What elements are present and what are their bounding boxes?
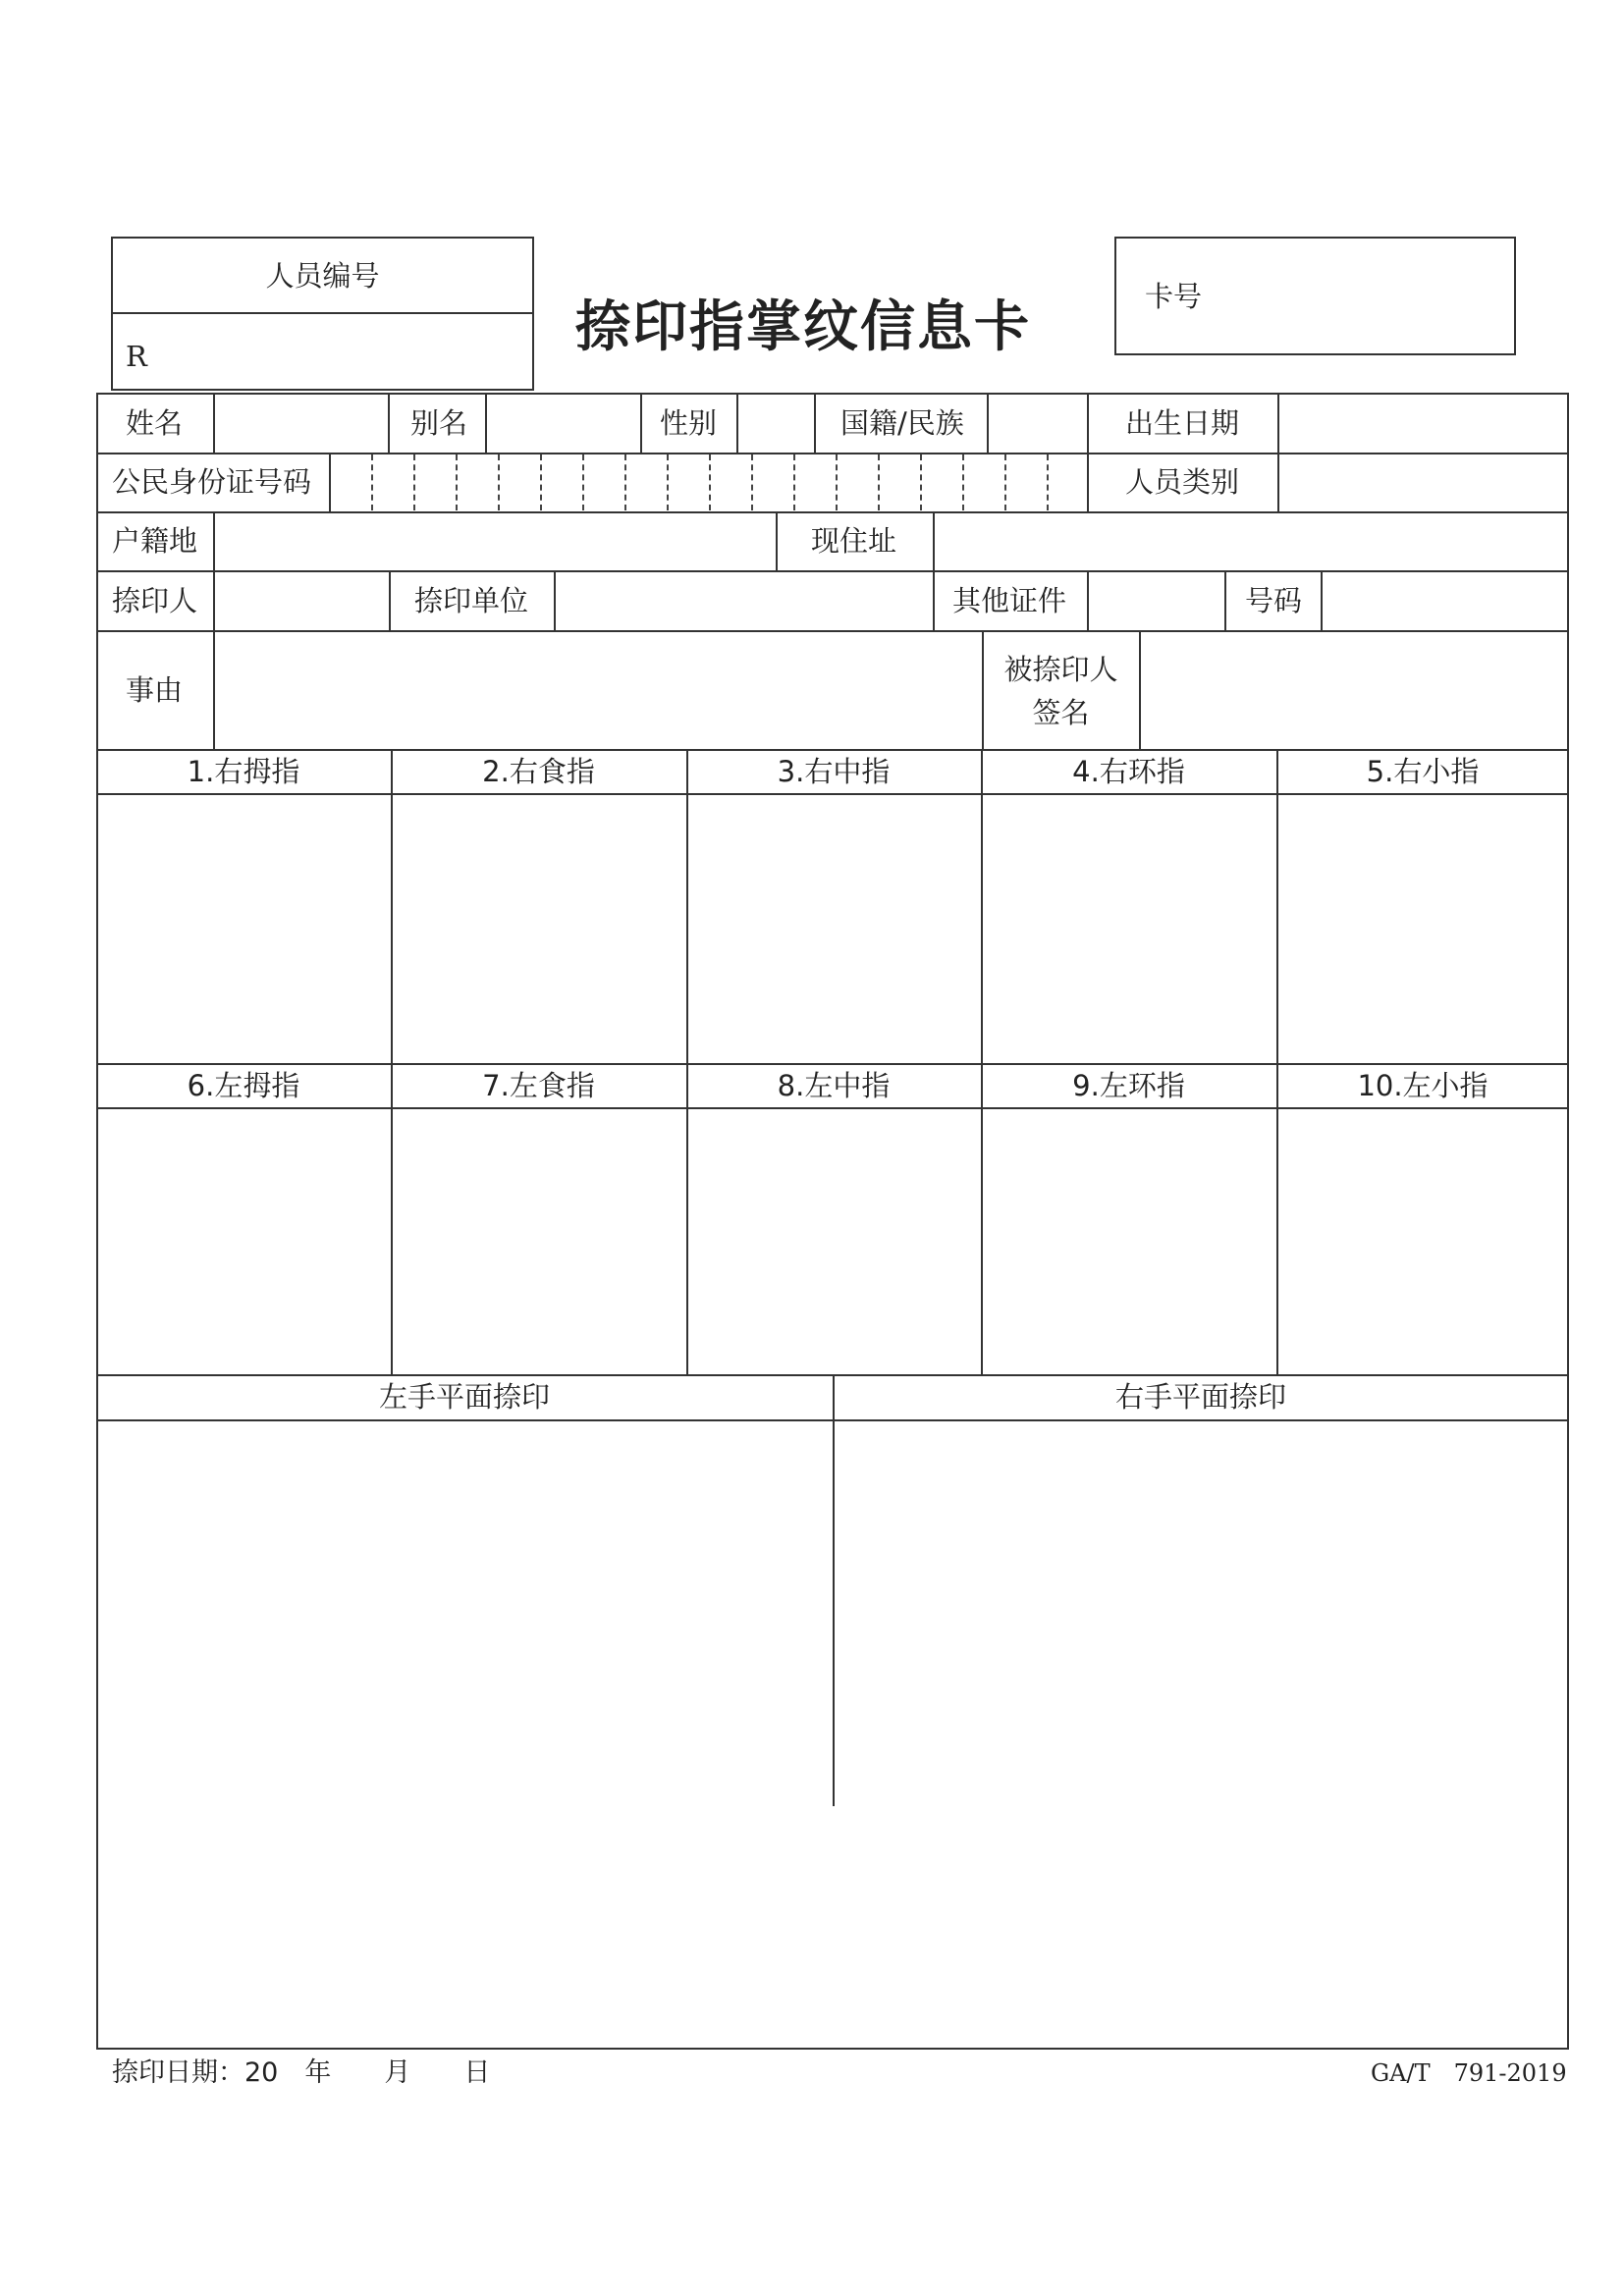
number-field[interactable] xyxy=(1323,572,1567,629)
id-digit-divider xyxy=(582,454,584,510)
fingerprint-box-right-ring[interactable] xyxy=(983,795,1275,1062)
fingerprint-box-left-thumb[interactable] xyxy=(98,1109,390,1373)
cell-divider xyxy=(1087,393,1089,454)
row-divider xyxy=(96,749,1569,751)
nationality-label: 国籍/民族 xyxy=(840,406,964,440)
finger-label-left-index: 7.左食指 xyxy=(482,1069,595,1102)
finger-label-right-thumb: 1.右拇指 xyxy=(187,755,300,788)
id-digit-divider xyxy=(1004,454,1006,510)
cell-divider xyxy=(1087,453,1089,512)
row-divider xyxy=(96,1063,1569,1065)
fingerprint-box-right-index[interactable] xyxy=(393,795,685,1062)
other-id-label: 其他证件 xyxy=(952,584,1067,617)
id-digit-divider xyxy=(751,454,753,510)
number-label: 号码 xyxy=(1245,584,1303,617)
id-digit-divider xyxy=(624,454,626,510)
id-digit-divider xyxy=(709,454,711,510)
standard-code: GA/T 791-2019 xyxy=(1371,2059,1567,2087)
fingerprint-box-left-middle[interactable] xyxy=(688,1109,980,1373)
fingerprint-box-right-little[interactable] xyxy=(1278,795,1567,1062)
signature-label-line2: 签名 xyxy=(1032,696,1090,729)
fingerprint-box-left-little[interactable] xyxy=(1278,1109,1567,1373)
alias-label: 别名 xyxy=(410,406,468,440)
printer-label: 捺印人 xyxy=(112,584,198,617)
person-number-divider xyxy=(111,312,534,314)
id-digit-divider xyxy=(878,454,880,510)
alias-field[interactable] xyxy=(487,395,639,452)
current-address-label: 现住址 xyxy=(811,524,897,558)
finger-label-right-middle: 3.右中指 xyxy=(777,755,891,788)
fingerprint-box-left-ring[interactable] xyxy=(983,1109,1275,1373)
printer-field[interactable] xyxy=(215,572,388,629)
card-number-label: 卡号 xyxy=(1145,280,1203,313)
gender-label: 性别 xyxy=(660,406,718,440)
page-title: 捺印指掌纹信息卡 xyxy=(575,295,1031,359)
left-palm-print-area[interactable] xyxy=(98,1421,832,2048)
birthdate-field[interactable] xyxy=(1279,395,1567,452)
household-field[interactable] xyxy=(215,513,775,569)
finger-label-right-ring: 4.右环指 xyxy=(1072,755,1185,788)
print-unit-field[interactable] xyxy=(556,572,932,629)
reason-label: 事由 xyxy=(126,673,184,707)
print-date-label: 捺印日期：20 年 月 日 xyxy=(112,2057,491,2088)
id-digit-divider xyxy=(1047,454,1049,510)
cell-divider xyxy=(389,570,391,631)
birthdate-label: 出生日期 xyxy=(1125,406,1240,440)
id-digit-divider xyxy=(920,454,922,510)
nationality-field[interactable] xyxy=(989,395,1086,452)
id-digit-divider xyxy=(498,454,500,510)
signature-field[interactable] xyxy=(1141,632,1567,748)
id-digit-divider xyxy=(667,454,669,510)
finger-label-left-thumb: 6.左拇指 xyxy=(187,1069,300,1102)
person-category-label: 人员类别 xyxy=(1125,465,1240,499)
id-digit-divider xyxy=(371,454,373,510)
finger-label-right-little: 5.右小指 xyxy=(1366,755,1480,788)
current-address-field[interactable] xyxy=(935,513,1567,569)
finger-label-left-little: 10.左小指 xyxy=(1357,1069,1489,1102)
cell-divider xyxy=(982,630,984,750)
cell-divider xyxy=(933,570,935,631)
person-number-field[interactable]: R xyxy=(126,340,147,373)
finger-label-left-ring: 9.左环指 xyxy=(1072,1069,1185,1102)
person-category-field[interactable] xyxy=(1279,454,1567,510)
fingerprint-box-right-thumb[interactable] xyxy=(98,795,390,1062)
cell-divider xyxy=(776,511,778,571)
other-id-field[interactable] xyxy=(1089,572,1223,629)
name-label: 姓名 xyxy=(126,406,184,440)
right-palm-print-area[interactable] xyxy=(835,1421,1567,2048)
cell-divider xyxy=(640,393,642,454)
reason-field[interactable] xyxy=(215,632,981,748)
household-label: 户籍地 xyxy=(112,524,198,558)
right-palm-label: 右手平面捺印 xyxy=(1114,1380,1286,1414)
id-digit-divider xyxy=(456,454,458,510)
name-field[interactable] xyxy=(215,395,387,452)
fingerprint-box-right-middle[interactable] xyxy=(688,795,980,1062)
id-digit-divider xyxy=(540,454,542,510)
gender-field[interactable] xyxy=(738,395,813,452)
left-palm-label: 左手平面捺印 xyxy=(378,1380,550,1414)
print-unit-label: 捺印单位 xyxy=(414,584,529,617)
cell-divider xyxy=(814,393,816,454)
id-digit-divider xyxy=(962,454,964,510)
id-digit-divider xyxy=(413,454,415,510)
person-number-label: 人员编号 xyxy=(265,259,380,293)
fingerprint-box-left-index[interactable] xyxy=(393,1109,685,1373)
id-digit-divider xyxy=(836,454,838,510)
id-digit-divider xyxy=(793,454,795,510)
cell-divider xyxy=(1224,570,1226,631)
id-number-label: 公民身份证号码 xyxy=(112,465,312,499)
signature-label-line1: 被捺印人 xyxy=(1003,653,1118,686)
finger-label-left-middle: 8.左中指 xyxy=(777,1069,891,1102)
cell-divider xyxy=(388,393,390,454)
finger-label-right-index: 2.右食指 xyxy=(482,755,595,788)
